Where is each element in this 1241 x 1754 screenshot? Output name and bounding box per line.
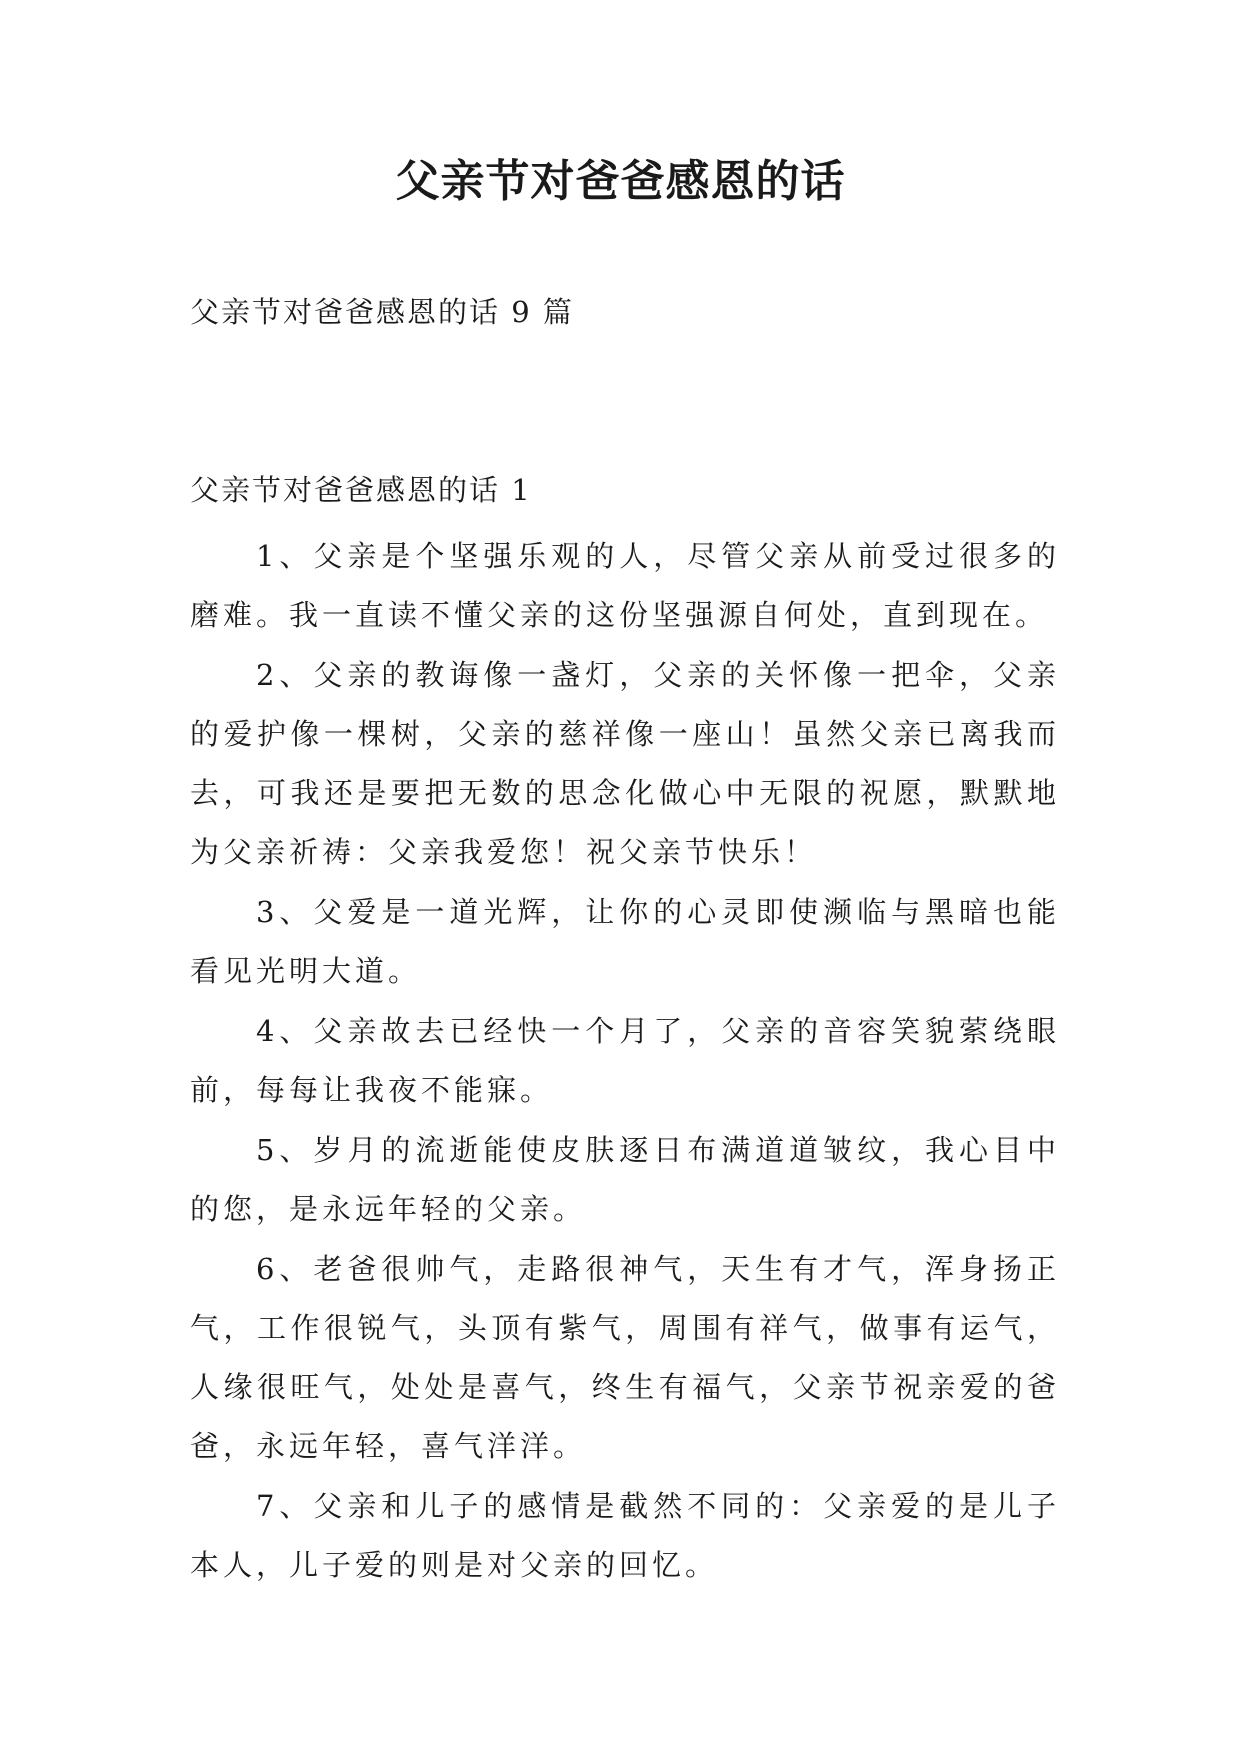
paragraph-3: 3、父爱是一道光辉，让你的心灵即使濒临与黑暗也能看见光明大道。 — [190, 895, 1060, 988]
paragraph-4: 4、父亲故去已经快一个月了，父亲的音容笑貌萦绕眼前，每每让我夜不能寐。 — [190, 1014, 1060, 1107]
section-heading: 父亲节对爸爸感恩的话 1 — [190, 473, 532, 507]
paragraph-7: 7、父亲和儿子的感情是截然不同的：父亲爱的是儿子本人，儿子爱的则是对父亲的回忆。 — [190, 1489, 1060, 1582]
paragraph-2: 2、父亲的教诲像一盏灯，父亲的关怀像一把伞，父亲的爱护像一棵树，父亲的慈祥像一座山！虽然父亲已离我而去，可我还是要把无数的思念化做心中无限的祝愿，默默地为父亲祈祷：父亲我爱您！祝父亲节快乐！ — [190, 658, 1060, 869]
paragraph-6: 6、老爸很帅气，走路很神气，天生有才气，浑身扬正气，工作很锐气，头顶有紫气，周围有祥气，做事有运气，人缘很旺气，处处是喜气，终生有福气，父亲节祝亲爱的爸爸，永远年轻，喜气洋洋。 — [190, 1252, 1060, 1463]
document-subtitle: 父亲节对爸爸感恩的话 9 篇 — [190, 295, 574, 329]
page-title: 父亲节对爸爸感恩的话 — [395, 156, 846, 207]
paragraph-5: 5、岁月的流逝能使皮肤逐日布满道道皱纹，我心目中的您，是永远年轻的父亲。 — [190, 1133, 1060, 1226]
paragraph-1: 1、父亲是个坚强乐观的人，尽管父亲从前受过很多的磨难。我一直读不懂父亲的这份坚强源自何处，直到现在。 — [190, 539, 1060, 632]
body-text — [190, 527, 1060, 1596]
